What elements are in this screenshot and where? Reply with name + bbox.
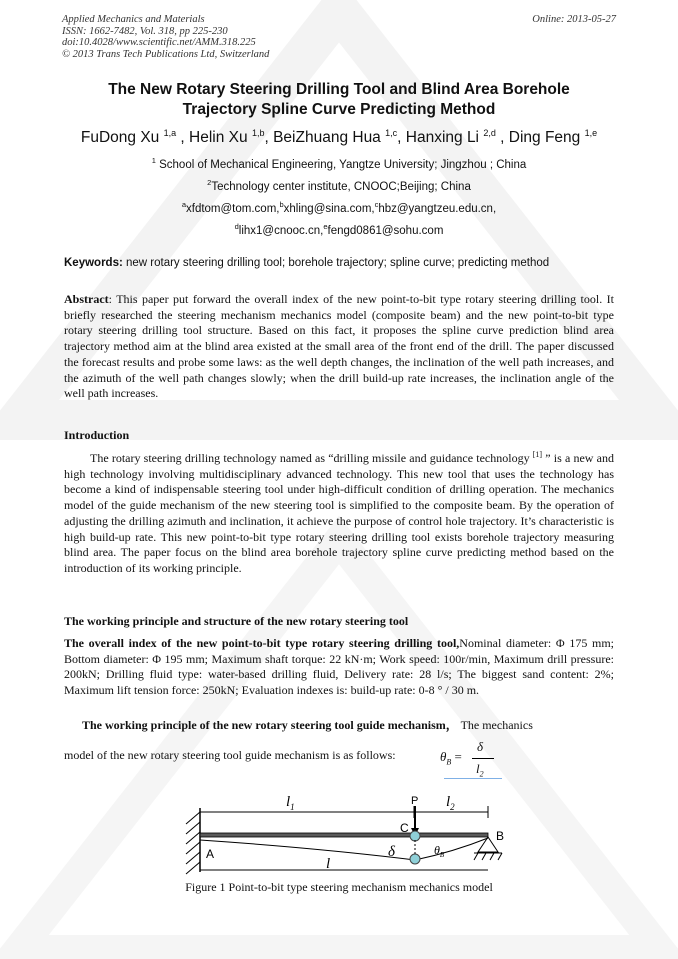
formula-denominator [476,761,484,779]
author-name: Helin Xu [189,129,248,147]
intro-text: ” is a new and high technology involving multidisciplinary advanced technology. This new tool that uses the technology has become a kind of indispensable steering tool under high-difficult condition of drilling operation. The mechanics model of the guide mechanism of the new steering tool is simplified to the composite beam. By the operation of adjusting the drilling azimuth and inclination, it achieve the purpose of control hole trajectory. It’s characteristic is high build-up rate. This new point-to-bit type rotary steering drilling tool exists borehole trajectory measuring blind area. The paper focus on the blind area borehole trajectory spline curve predicting method based on the introduction of its working principle. [64,451,614,575]
affiliation-2 [20,178,658,193]
email: xfdtom@tom.com, [186,202,280,215]
author-name: BeiZhuang Hua [273,129,381,147]
overall-index-paragraph [64,636,614,699]
formula-lhs [440,749,462,767]
abstract-label: Abstract [64,292,109,306]
formula-eq: = [454,749,462,764]
author-sup: 1,e [584,128,598,138]
author-name: FuDong Xu [80,129,160,147]
beam-model-figure [178,790,518,878]
figure-caption: Figure 1 Point-to-bit type steering mechanism mechanics model [185,880,493,894]
email-sup: e [323,222,328,231]
formula-theta-b [440,738,506,782]
working-principle-label: The working principle of the new rotary steering tool guide mechanism， [82,718,458,732]
author-sup: 2,d [483,128,496,138]
keywords [64,257,624,269]
label-C: C [400,821,409,835]
author-list: FuDong Xu $^{1,a}$ , Helin Xu $^{1,b}$, BeiZhuang Hua $^{1,c}$, Hanxing Li $^{2,d}$ , Ding Feng $^{1,e}$ [80,128,598,147]
citation-ref[interactable]: [1] [532,450,543,459]
formula-theta: θ [440,749,447,764]
abstract [64,292,614,402]
email: fengd0861@sohu.com [327,224,444,237]
email-line-2 [20,222,658,237]
label-B: B [496,829,505,843]
abstract-text: : This paper put forward the overall index of the new point-to-bit type rotary steering drilling tool. It briefly researched the steering mechanism mechanics model (composite beam) and the new point-to-bit type rotary steering drilling tool structure. Based on this fact, it proposes the spline curve prediction blind area trajectory method aim at the blind area existed at the small area of the front end of the drill. The paper discussed the forecast results and probe some laws: as the well depth changes, the inclination of the well path increases, and the azimuth of the well path changes slowly; when the drill build-up rate increases, the inclination angle of the well path increases. [64,292,614,401]
working-principle-line [64,718,614,734]
label-l1: $l_1$ [286,794,295,812]
intro-heading: Introduction [64,428,130,442]
overall-index-label: The overall index of the new point-to-bit type rotary steering drilling tool, [64,636,460,650]
beam [200,833,488,837]
email: lihx1@cnooc.cn, [238,224,324,237]
fixed-support-hatch [186,808,200,874]
formula-sub: B [446,757,452,767]
working-principle-line-2: model of the new rotary steering tool guide mechanism is as follows: [64,748,396,762]
affiliation-1 [20,156,658,171]
keywords-label: Keywords: [64,257,123,269]
deflection-curve [200,838,488,860]
author-name: Hanxing Li [405,129,480,147]
aff-text: School of Mechanical Engineering, Yangtze University; Jingzhou ; China [159,158,527,171]
label-l2: $l_2$ [446,794,455,812]
author-sup: 1,a [163,128,177,138]
node-C [410,831,420,841]
journal-doi: doi:10.4028/www.scientific.net/AMM.318.225 [62,37,256,48]
intro-text: The rotary steering drilling technology named as “drilling missile and guidance technology [90,451,533,465]
author-name: Ding Feng [508,129,581,147]
email: xhling@sina.com, [283,202,375,215]
paper-title [40,80,638,120]
journal-header [62,14,269,60]
email: hbz@yangtzeu.edu.cn, [378,202,497,215]
aff-text: Technology center institute, CNOOC;Beijing; China [211,180,471,193]
author-sup: 1,c [385,128,398,138]
overall-index-text: Nominal diameter: Φ 175 mm; Bottom diameter: Φ 195 mm; Maximum shaft torque: 22 kN·m; Work speed: 100r/min, Maximum drill pressure: 200kN; Drilling fluid type: water-based drilling fluid, Delivery rate: 28 l/s; The biggest sand content: 2%; Maximum lift tension force: 250kN; Evaluation indexes is: build-up rate: 0-8 ° / 30 m. [64,636,614,698]
formula-numerator: δ [477,739,484,754]
node-C-deflected [410,854,420,864]
fraction-line [472,758,494,759]
email-sup: a [181,200,186,209]
label-delta: δ [388,844,395,860]
formula-underline [444,778,502,779]
formula-den-sub: 2 [479,769,484,779]
email-sup: d [234,222,239,231]
email-line-1 [20,200,658,215]
email-sup: b [279,200,284,209]
aff-sup: 1 [151,156,156,165]
section-heading: The working principle and structure of the new rotary steering tool [64,614,409,628]
title-line-2: Trajectory Spline Curve Predicting Method [182,101,496,118]
email-sup: c [374,200,379,209]
working-principle-text: The mechanics [460,718,533,732]
journal-issn: ISSN: 1662-7482, Vol. 318, pp 225-230 [62,25,228,37]
label-l: l [326,856,331,872]
author-sup: 1,b [251,128,265,138]
label-thetaB: $\theta_B$ [434,843,445,859]
label-A: A [206,847,215,861]
keywords-text: new rotary steering drilling tool; borehole trajectory; spline curve; predicting method [122,257,550,269]
online-date: Online: 2013-05-27 [532,14,616,25]
title-line-1: The New Rotary Steering Drilling Tool and Blind Area Borehole [108,81,570,98]
intro-paragraph [64,447,614,577]
formula-den-l: l [476,761,480,776]
journal-copyright: © 2013 Trans Tech Publications Ltd, Switzerland [62,48,270,60]
journal-name: Applied Mechanics and Materials [62,14,205,25]
label-P: P [411,795,419,807]
aff-sup: 2 [207,178,212,187]
